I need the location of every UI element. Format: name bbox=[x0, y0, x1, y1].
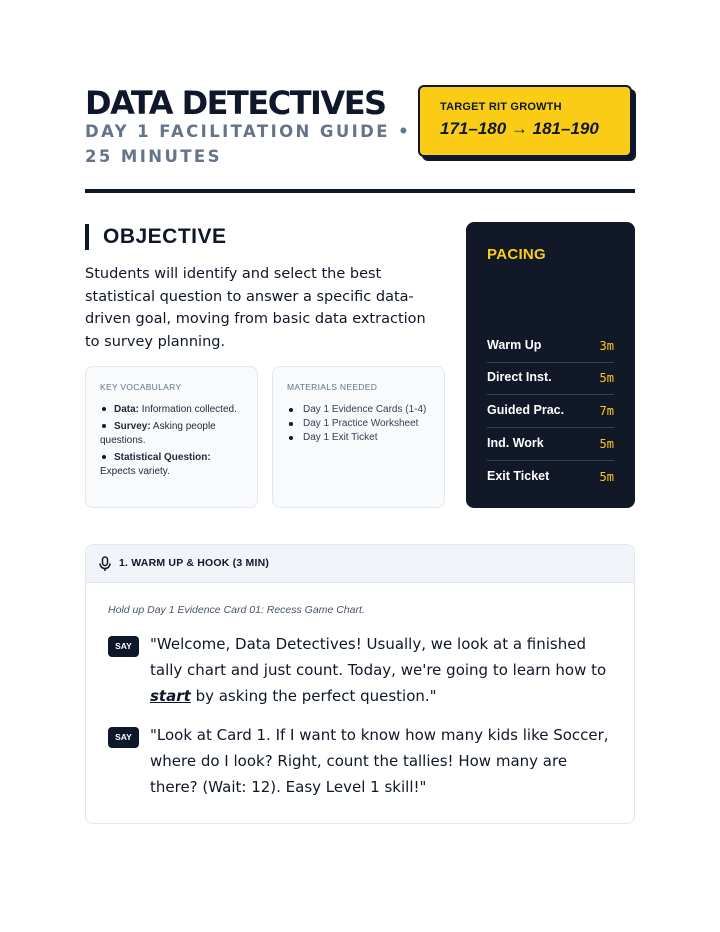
list-item bbox=[100, 420, 247, 448]
pacing-time: 5m bbox=[599, 437, 614, 451]
pacing-label: Exit Ticket bbox=[487, 469, 550, 483]
objective-title: OBJECTIVE bbox=[103, 225, 227, 248]
list-item bbox=[287, 417, 434, 431]
objective-text: Students will identify and select the best statistical question to answer a specific data-driven goal, moving from basic data extraction to survey planning. bbox=[85, 266, 426, 350]
microphone-icon bbox=[98, 556, 112, 572]
say-text-part: by asking the perfect question." bbox=[190, 687, 437, 705]
bullet-icon bbox=[102, 455, 106, 459]
stage-direction: Hold up Day 1 Evidence Card 01: Recess Game Chart. bbox=[108, 604, 365, 616]
say-script: "Look at Card 1. If I want to know how many kids like Soccer, where do I look? Right, count the tallies! How many are there? (Wait: 12). Easy Level 1 skill!" bbox=[150, 726, 609, 796]
pacing-label: Warm Up bbox=[487, 338, 542, 352]
bullet-icon bbox=[289, 422, 293, 426]
page-title: DATA DETECTIVES bbox=[85, 84, 386, 122]
vocab-term: Statistical Question: bbox=[114, 452, 211, 463]
materials-needed-card bbox=[272, 366, 445, 508]
bullet-icon bbox=[289, 436, 293, 440]
list-item bbox=[100, 403, 247, 417]
pacing-row bbox=[487, 396, 614, 428]
vocabulary-heading: KEY VOCABULARY bbox=[100, 382, 182, 392]
material-label: Day 1 Evidence Cards (1-4) bbox=[303, 404, 427, 415]
say-script bbox=[150, 631, 610, 709]
pacing-label: Ind. Work bbox=[487, 436, 544, 450]
say-badge: SAY bbox=[108, 636, 139, 657]
objective-heading bbox=[85, 224, 227, 250]
rit-value: 171–180 → 181–190 bbox=[440, 119, 599, 138]
pacing-label: Direct Inst. bbox=[487, 370, 552, 384]
say-text-part: "Welcome, Data Detectives! Usually, we look at a finished tally chart and just count. Today, we're going to learn how to bbox=[150, 635, 607, 679]
bullet-icon bbox=[102, 407, 106, 411]
pacing-title: PACING bbox=[487, 246, 547, 263]
vocab-definition: Information collected. bbox=[141, 404, 237, 415]
material-label: Day 1 Exit Ticket bbox=[303, 432, 378, 443]
materials-list bbox=[287, 403, 434, 445]
list-item bbox=[287, 431, 434, 445]
vocab-definition: Asking people questions. bbox=[100, 421, 216, 446]
vocab-term: Survey: bbox=[114, 421, 151, 432]
rit-label: TARGET RIT GROWTH bbox=[440, 101, 562, 113]
header-divider bbox=[85, 189, 635, 193]
warm-up-title: 1. WARM UP & HOOK (3 MIN) bbox=[119, 557, 270, 569]
pacing-row bbox=[487, 331, 614, 363]
say-badge: SAY bbox=[108, 727, 139, 748]
pacing-label: Guided Prac. bbox=[487, 403, 565, 417]
pacing-time: 3m bbox=[599, 339, 614, 353]
pacing-time: 7m bbox=[599, 404, 614, 418]
page-subtitle: DAY 1 FACILITATION GUIDE • 25 MINUTES bbox=[85, 122, 412, 166]
list-item bbox=[287, 403, 434, 417]
pacing-time: 5m bbox=[599, 371, 614, 385]
warm-up-header bbox=[86, 545, 634, 583]
say-emphasis: start bbox=[150, 687, 191, 705]
pacing-row bbox=[487, 462, 614, 494]
pacing-panel bbox=[466, 222, 635, 508]
vocab-term: Data: bbox=[114, 404, 140, 415]
material-label: Day 1 Practice Worksheet bbox=[303, 418, 419, 429]
vocab-definition: Expects variety. bbox=[100, 466, 170, 477]
target-rit-growth-box bbox=[418, 85, 632, 157]
bullet-icon bbox=[289, 408, 293, 412]
pacing-row bbox=[487, 429, 614, 461]
materials-heading: MATERIALS NEEDED bbox=[287, 382, 378, 392]
vocabulary-list bbox=[100, 403, 247, 482]
pacing-time: 5m bbox=[599, 470, 614, 484]
pacing-row bbox=[487, 363, 614, 395]
bullet-icon bbox=[102, 424, 106, 428]
warm-up-section bbox=[85, 544, 635, 824]
list-item bbox=[100, 451, 247, 479]
key-vocabulary-card bbox=[85, 366, 258, 508]
